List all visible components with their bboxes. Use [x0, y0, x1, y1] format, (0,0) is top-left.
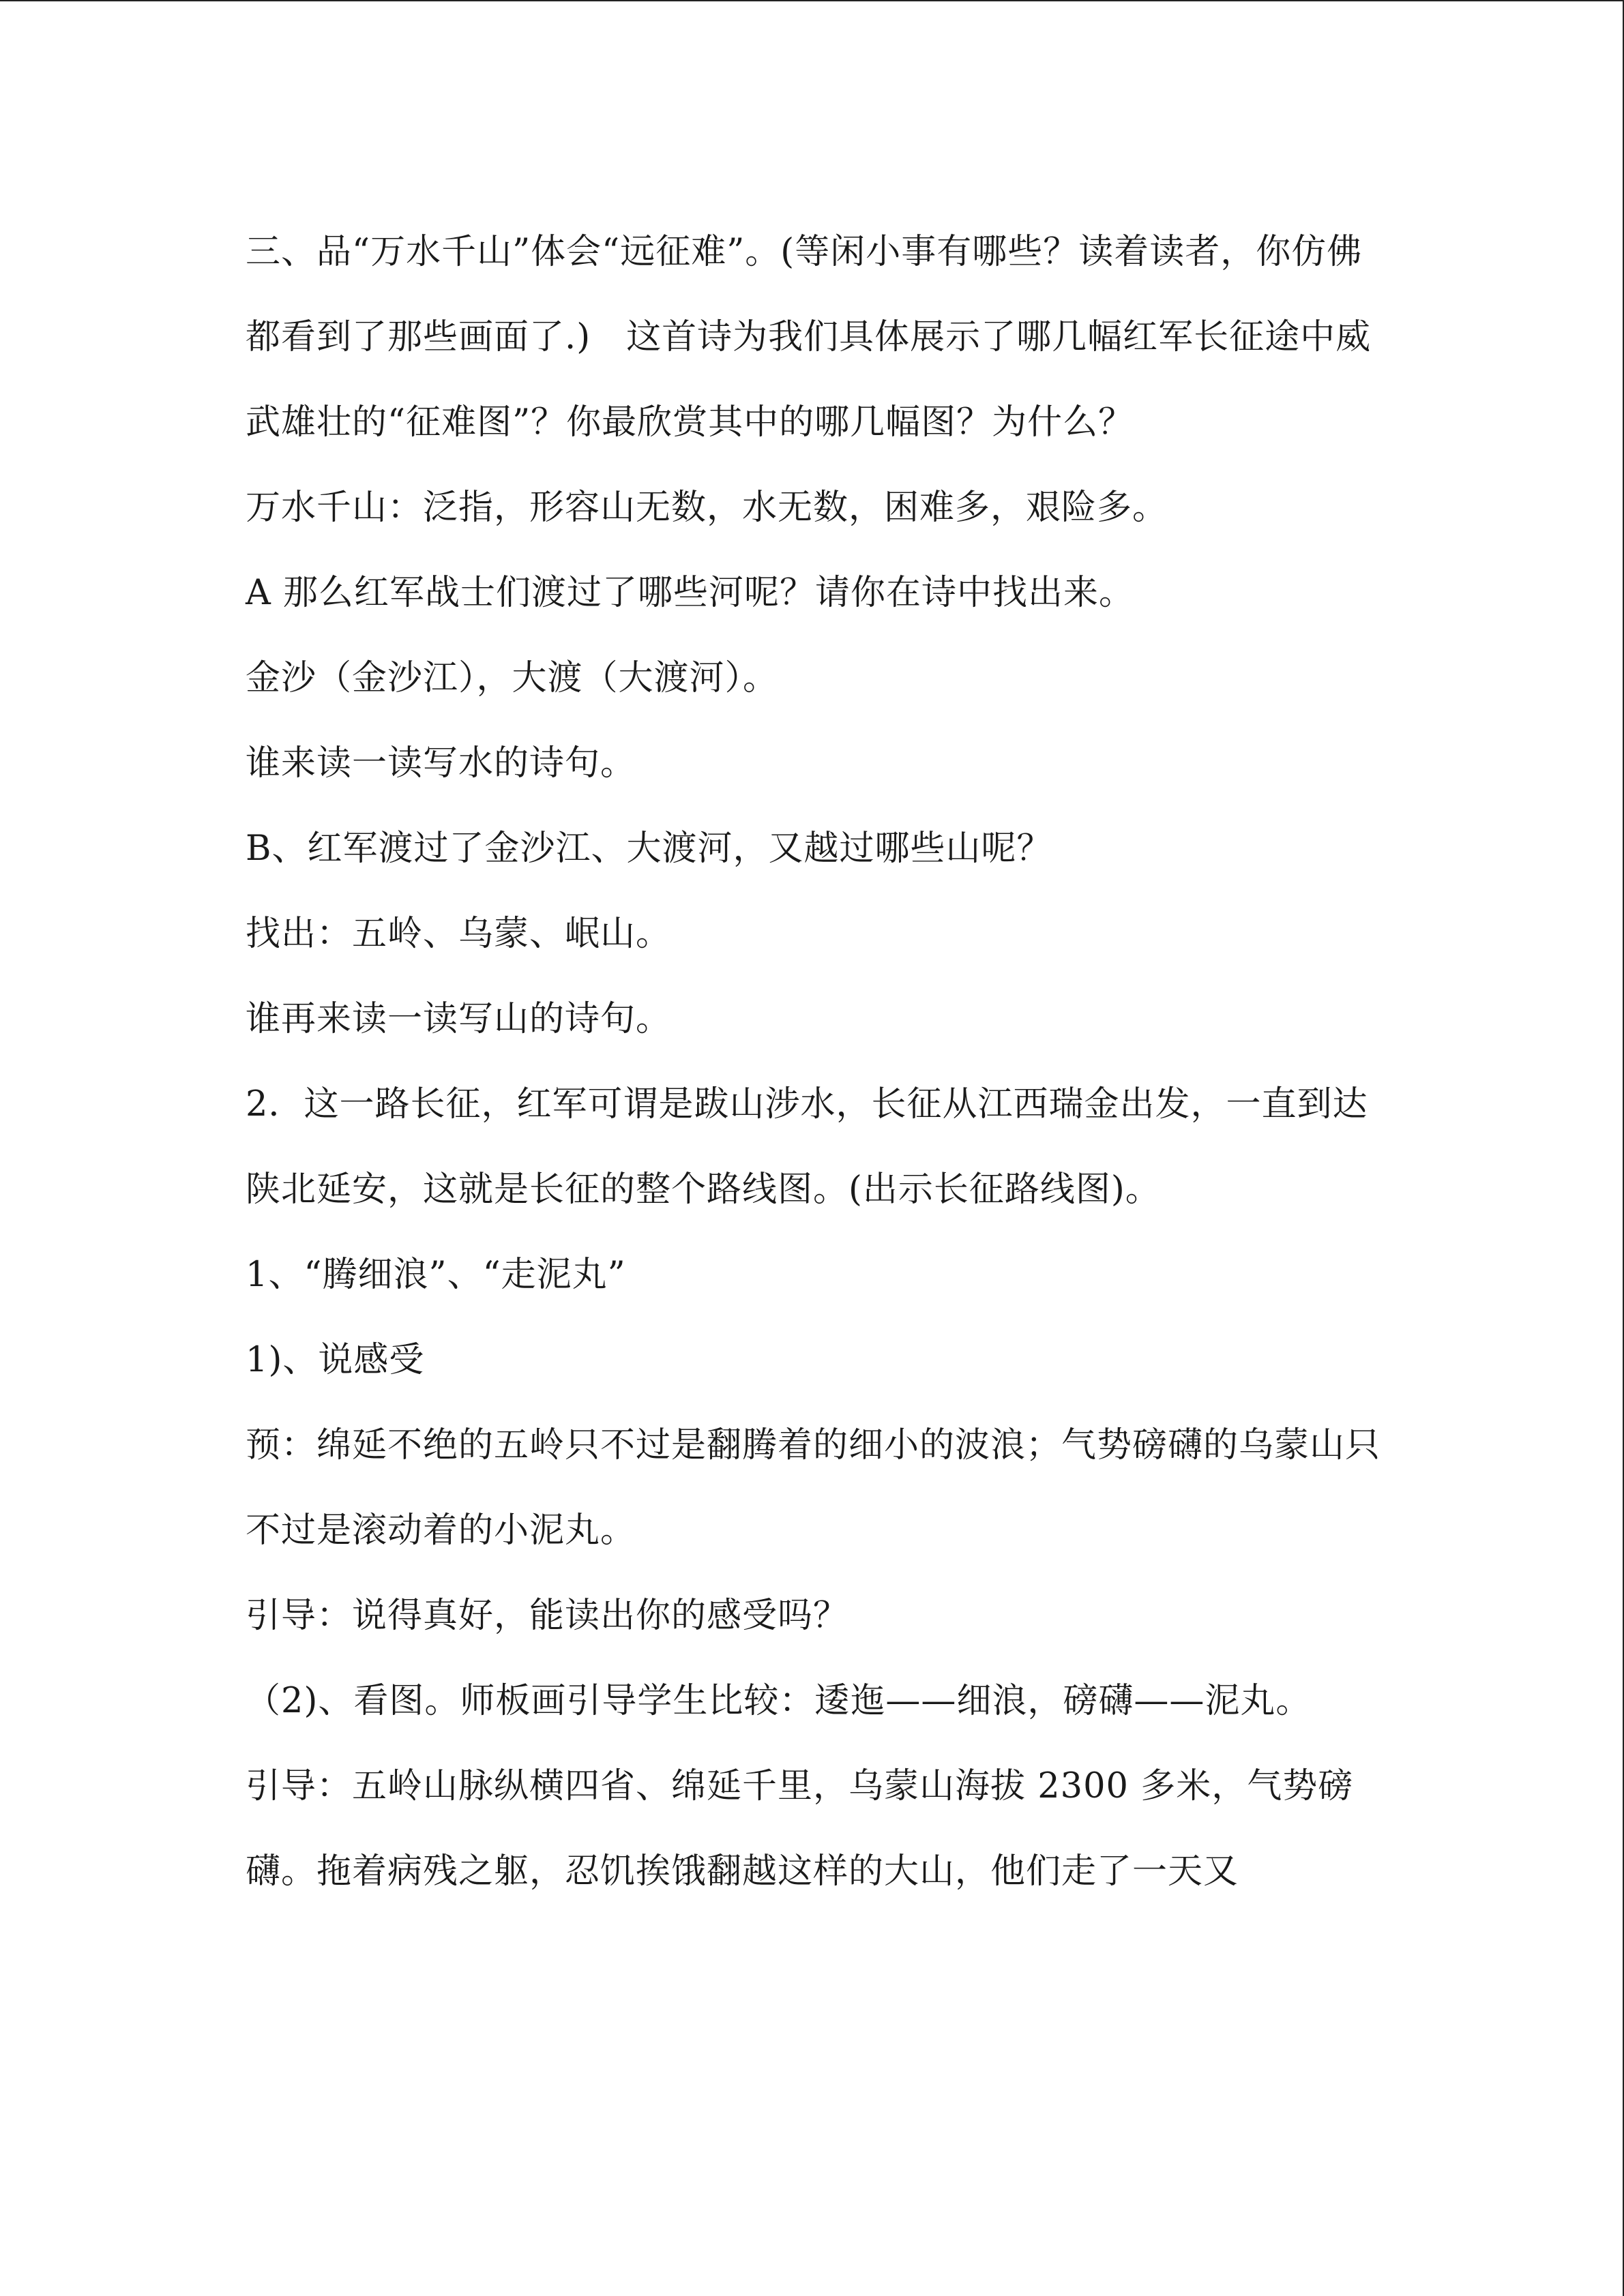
paragraph-feelings: 1)、说感受	[246, 1340, 425, 1380]
paragraph-read-water: 谁来读一读写水的诗句。	[246, 743, 636, 784]
paragraph-preview: 预：绵延不绝的五岭只不过是翻腾着的细小的波浪；气势磅礴的乌蒙山只不过是滚动着的小泥丸。	[246, 1425, 1381, 1551]
paragraph-question-b: B、红军渡过了金沙江、大渡河，又越过哪些山呢？	[246, 829, 1052, 869]
paragraph-definition: 万水千山：泛指，形容山无数，水无数，困难多，艰险多。	[246, 488, 1168, 528]
paragraph-question-a: A 那么红军战士们渡过了哪些河呢？请你在诗中找出来。	[246, 573, 1135, 613]
paragraph-section-three: 三、品“万水千山”体会“远征难”。(等闲小事有哪些？读着读者，你仿佛都看到了那些画面了.) 这首诗为我们具体展示了哪几幅红军长征途中威武雄壮的“征难图”？你最欣赏其中的哪几幅图？为什么？	[246, 232, 1372, 443]
paragraph-mountains: 找出：五岭、乌蒙、岷山。	[246, 914, 672, 954]
paragraph-heading-waves: 1、“腾细浪”、“走泥丸”	[246, 1255, 626, 1295]
document-body	[246, 209, 1381, 1914]
paragraph-guide-mountains: 引导：五岭山脉纵横四省、绵延千里，乌蒙山海拔 2300 多米，气势磅礴。拖着病残之躯，忍饥挨饿翻越这样的大山，他们走了一天又	[246, 1766, 1354, 1892]
paragraph-guide-read: 引导：说得真好，能读出你的感受吗？	[246, 1596, 849, 1636]
paragraph-read-mountain: 谁再来读一读写山的诗句。	[246, 999, 672, 1039]
paragraph-route: 2．这一路长征，红军可谓是跋山涉水，长征从江西瑞金出发，一直到达陕北延安，这就是长征的整个路线图。(出示长征路线图)。	[246, 1084, 1368, 1210]
paragraph-look-picture: （2)、看图。师板画引导学生比较：逶迤——细浪，磅礴——泥丸。	[246, 1681, 1312, 1721]
paragraph-rivers: 金沙（金沙江），大渡（大渡河）。	[246, 658, 779, 698]
